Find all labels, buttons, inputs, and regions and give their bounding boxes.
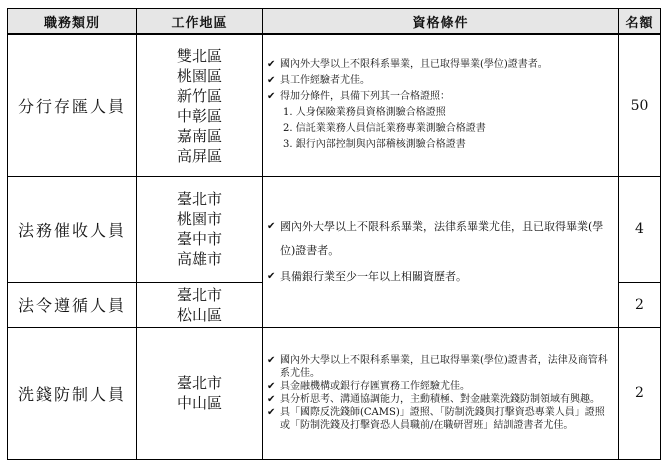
location-item: 桃園市: [176, 210, 222, 229]
requirement-item: ✔ 具「國際反洗錢師(CAMS)」證照、「防制洗錢與打擊資恐專業人員」證照或「防制洗錢及打擊資恐人員職前/在職研習班」結訓證書者尤佳。: [267, 407, 605, 432]
check-icon: ✔: [267, 381, 276, 393]
requirements-cell: [263, 34, 619, 177]
requirement-item: ✔ 國內外大學以上不限科系畢業，且已取得畢業(學位)證書者。: [267, 59, 548, 70]
shared-requirements-cell: [263, 177, 619, 328]
location-item: 嘉南區: [176, 126, 222, 145]
check-icon: ✔: [267, 91, 276, 102]
location-item: 中彰區: [176, 106, 222, 125]
header-requirements: 資格條件: [263, 9, 619, 35]
category-cell: 法務催收人員: [8, 177, 137, 283]
header-count: 名額: [619, 9, 661, 35]
count-cell: 4: [619, 177, 661, 283]
certificate-item: 3. 銀行內部控制與內部稽核測驗合格證書: [283, 139, 466, 150]
requirement-item: ✔ 國內外大學以上不限科系畢業，法律系畢業尤佳，且已取得畢業(學位)證書者。: [267, 215, 612, 263]
certificate-item: 1. 人身保險業務員資格測驗合格證照: [283, 107, 446, 118]
location-cell: [137, 327, 263, 459]
category-cell: 法令遵循人員: [8, 282, 137, 327]
header-category: 職務類別: [8, 9, 137, 35]
check-icon: ✔: [267, 59, 276, 70]
location-item: 臺中市: [176, 230, 222, 249]
check-icon: ✔: [267, 355, 276, 367]
location-item: 桃園區: [176, 66, 222, 85]
check-icon: ✔: [267, 75, 276, 86]
requirement-item: ✔ 國內外大學以上不限科系畢業，且已取得畢業(學位)證書者，法律及商管科系尤佳。: [267, 355, 608, 380]
table-row: [8, 34, 661, 177]
location-cell: [137, 34, 263, 177]
category-cell: 分行存匯人員: [8, 34, 137, 177]
check-icon: ✔: [267, 270, 276, 282]
location-item: 雙北區: [176, 46, 222, 65]
location-item: 中山區: [176, 394, 222, 413]
job-table: [7, 8, 661, 460]
certificate-item: 2. 信託業業務人員信託業務專業測驗合格證書: [283, 123, 486, 134]
table-row: [8, 327, 661, 459]
requirement-item: ✔ 具分析思考、溝通協調能力，主動積極、對金融業洗錢防制領域有興趣。: [267, 394, 600, 406]
requirements-cell: [263, 327, 619, 459]
count-cell: 2: [619, 282, 661, 327]
location-item: 臺北市: [176, 285, 222, 304]
location-item: 新竹區: [176, 86, 222, 105]
requirement-item: ✔ 得加分條件，具備下列其一合格證照：: [267, 91, 450, 102]
requirement-item: ✔ 具備銀行業至少一年以上相關資歷者。: [267, 265, 612, 289]
location-cell: [137, 282, 263, 327]
requirement-item: ✔ 具金融機構或銀行存匯實務工作經驗尤佳。: [267, 381, 470, 393]
count-cell: 50: [619, 34, 661, 177]
requirement-item: ✔ 具工作經驗者尤佳。: [267, 75, 370, 86]
location-item: 松山區: [176, 305, 222, 324]
location-item: 臺北市: [176, 190, 222, 209]
category-cell: 洗錢防制人員: [8, 327, 137, 459]
location-item: 高屏區: [176, 146, 222, 165]
check-icon: ✔: [267, 220, 276, 232]
count-cell: 2: [619, 327, 661, 459]
check-icon: ✔: [267, 407, 276, 419]
header-location: 工作地區: [137, 9, 263, 35]
location-item: 高雄市: [176, 250, 222, 269]
location-item: 臺北市: [176, 374, 222, 393]
table-row: [8, 177, 661, 283]
table-header-row: [8, 9, 661, 35]
location-cell: [137, 177, 263, 283]
check-icon: ✔: [267, 394, 276, 406]
